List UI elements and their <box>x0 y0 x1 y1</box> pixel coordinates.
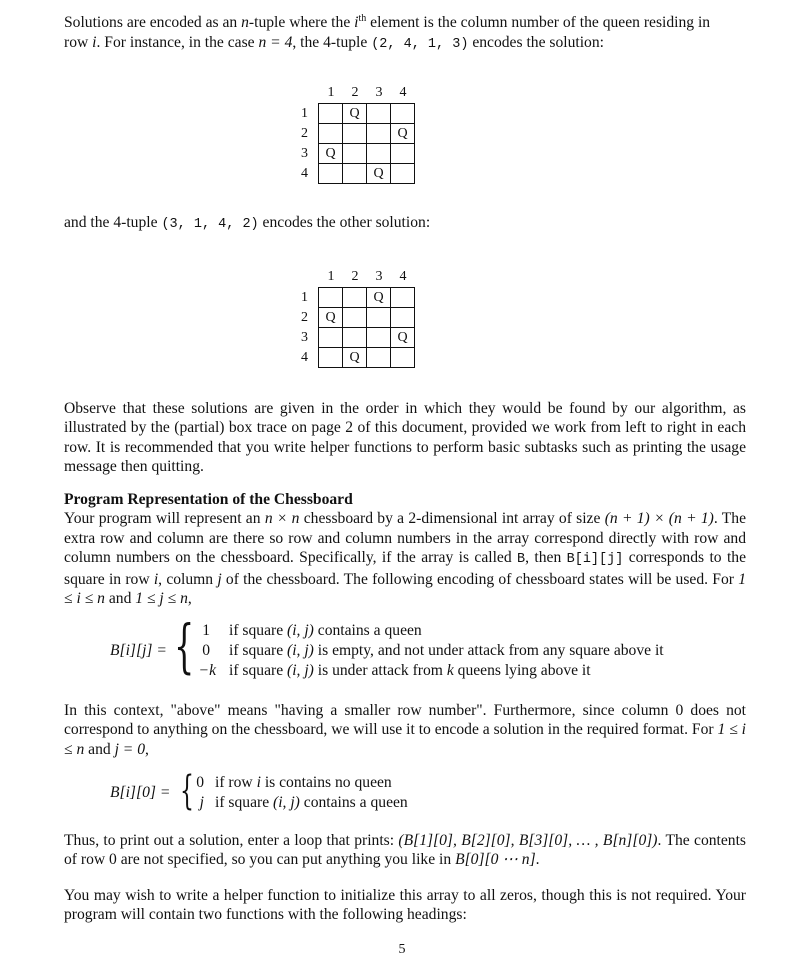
row-label: 3 <box>301 146 308 161</box>
board-row <box>319 124 415 144</box>
case-text: if square (i, j) is under attack from k queens lying above it <box>229 662 591 679</box>
board-square <box>343 288 367 308</box>
math-i: i <box>92 33 97 51</box>
case-value: 1 <box>202 622 210 639</box>
row-label: 2 <box>301 310 308 325</box>
board-row <box>319 328 415 348</box>
body-text: Thus, to print out a solution, enter a loop that prints: <box>64 832 399 849</box>
board-square <box>391 164 415 184</box>
math-range-i: 1 ≤ i ≤ n <box>64 721 746 758</box>
case-value: j <box>199 794 204 811</box>
board-row <box>319 144 415 164</box>
intro-text: row <box>64 33 93 51</box>
case-text: if square (i, j) is empty, and not under attack from any square above it <box>229 642 664 659</box>
board-square <box>367 348 391 368</box>
between-text: and the 4-tuple <box>64 214 162 231</box>
case-text: if row i is contains no queen <box>215 774 392 791</box>
body-text: corresponds to the square in row <box>64 549 746 588</box>
queen-square: Q <box>319 308 343 328</box>
tuple-code: (2, 4, 1, 3) <box>371 36 469 52</box>
board-square <box>391 104 415 124</box>
body-text: In this context, "above" means "having a smaller row number". Furthermore, since column <box>64 702 676 719</box>
body-text: . The extra row and column are there so row and column numbers in the array correspond directly with row and column numbers on the chessboard. Specifically, if the array is called <box>64 510 746 567</box>
board-row <box>319 288 415 308</box>
math-zero: 0 <box>675 702 684 719</box>
column-label: 2 <box>351 85 359 100</box>
body-text: , <box>145 740 149 758</box>
tuple-code: (3, 1, 4, 2) <box>161 217 259 232</box>
body-text: , <box>187 590 192 608</box>
board-grid <box>318 287 415 368</box>
intro-text: -tuple where the <box>248 14 355 32</box>
math-j-equals-0: j = 0 <box>114 740 146 758</box>
case-value: −k <box>198 662 216 679</box>
queen-square: Q <box>343 348 367 368</box>
board-square <box>367 124 391 144</box>
formula-lhs: B[i][0] = <box>110 784 171 801</box>
board-square <box>319 124 343 144</box>
body-text: of the chessboard. The following encoding of chessboard states will be used. For <box>221 570 739 588</box>
case-value: 0 <box>196 774 204 791</box>
body-text: and <box>104 590 136 608</box>
queen-square: Q <box>319 144 343 164</box>
board-grid <box>318 103 415 184</box>
board-square <box>319 348 343 368</box>
math-i: i <box>354 14 359 32</box>
superscript-th: th <box>358 13 367 24</box>
board-square <box>367 328 391 348</box>
intro-text: encodes the solution: <box>468 33 604 51</box>
board-square <box>391 288 415 308</box>
encoding-formula <box>110 612 750 684</box>
intro-text: . For instance, in the case <box>96 33 259 51</box>
column-label: 4 <box>399 269 407 284</box>
board-row <box>319 348 415 368</box>
chessboard-solution-1 <box>284 84 424 190</box>
column-label: 1 <box>327 85 335 100</box>
column-label: 4 <box>399 85 407 100</box>
body-text: . <box>535 851 540 869</box>
observe-paragraph: Observe that these solutions are given in the order in which they would be found by our algorithm, as illustrated by the (partial) box trace on page 2 of this document, provided we work from left to right in each row. It is recommended that you write helper functions to perform basic subtasks such as printing the usage message then quitting. <box>64 400 746 476</box>
math-array-size: (n + 1) × (n + 1) <box>604 510 714 528</box>
math-range-i: 1 ≤ i ≤ n <box>64 570 746 608</box>
queen-square: Q <box>391 328 415 348</box>
board-square <box>391 348 415 368</box>
body-text: Your program will represent an <box>64 510 265 528</box>
board-square <box>343 164 367 184</box>
queen-square: Q <box>367 288 391 308</box>
body-text: , column <box>158 570 218 588</box>
math-n-equals-4: n = 4 <box>258 33 293 51</box>
board-square <box>319 328 343 348</box>
board-square <box>391 144 415 164</box>
board-square <box>319 104 343 124</box>
left-brace-icon: { <box>180 768 194 814</box>
code-B: B <box>517 552 526 568</box>
chessboard-solution-2 <box>284 268 424 374</box>
row-label: 4 <box>301 166 308 181</box>
board-row <box>319 104 415 124</box>
queen-square: Q <box>343 104 367 124</box>
board-square <box>319 288 343 308</box>
math-j: j <box>217 570 222 588</box>
context-paragraph <box>64 701 746 759</box>
solution-formula <box>110 768 610 816</box>
row-label: 3 <box>301 330 308 345</box>
body-text: . The contents of row 0 are not specified, so you can put anything you like in <box>64 832 746 869</box>
helper-paragraph: You may wish to write a helper function to initialize this array to all zeros, though this is not required. Your program will contain two functions with the following headings: <box>64 887 746 924</box>
left-brace-icon: { <box>174 612 195 680</box>
column-label: 3 <box>375 269 383 284</box>
body-text: and <box>84 740 115 758</box>
queen-square: Q <box>367 164 391 184</box>
queen-square: Q <box>391 124 415 144</box>
math-range-j: 1 ≤ j ≤ n <box>135 590 188 608</box>
row-label: 4 <box>301 350 308 365</box>
board-square <box>319 164 343 184</box>
program-representation-section <box>64 490 746 608</box>
case-text: if square (i, j) contains a queen <box>215 794 408 811</box>
code-B-i-j: B[i][j] <box>566 552 624 568</box>
section-heading: Program Representation of the Chessboard <box>64 491 353 508</box>
board-square <box>343 328 367 348</box>
column-label: 1 <box>327 269 335 284</box>
board-square <box>343 124 367 144</box>
intro-text: , the 4-tuple <box>292 33 372 51</box>
row-label: 1 <box>301 106 308 121</box>
body-text: does not correspond to anything on the chessboard, we will use it to encode a solution in the required format. For <box>64 702 747 739</box>
column-label: 3 <box>375 85 383 100</box>
row-label: 1 <box>301 290 308 305</box>
board-square <box>343 144 367 164</box>
math-i: i <box>153 570 159 588</box>
between-text: encodes the other solution: <box>258 214 431 231</box>
board-square <box>367 144 391 164</box>
math-sequence: (B[1][0], B[2][0], B[3][0], … , B[n][0]) <box>398 832 658 849</box>
thus-paragraph <box>64 831 746 870</box>
board-row <box>319 164 415 184</box>
formula-lhs: B[i][j] = <box>110 642 167 659</box>
intro-paragraph <box>64 9 746 54</box>
intro-text: element is the column number of the queen residing in <box>366 14 711 32</box>
board-square <box>367 104 391 124</box>
body-text: , then <box>525 549 567 567</box>
intro-text: Solutions are encoded as an <box>64 14 242 32</box>
case-value: 0 <box>202 642 210 659</box>
board-square <box>343 308 367 328</box>
math-n-by-n: n × n <box>264 510 300 528</box>
board-row <box>319 308 415 328</box>
page-number: 5 <box>398 942 406 957</box>
between-paragraph <box>64 213 746 234</box>
math-n: n <box>241 14 249 32</box>
column-label: 2 <box>351 269 359 284</box>
math-row-zero: B[0][0 ⋯ n] <box>455 851 536 869</box>
case-text: if square (i, j) contains a queen <box>229 622 422 639</box>
row-label: 2 <box>301 126 308 141</box>
body-text: chessboard by a 2-dimensional int array of size <box>299 510 605 528</box>
board-square <box>391 308 415 328</box>
board-square <box>367 308 391 328</box>
